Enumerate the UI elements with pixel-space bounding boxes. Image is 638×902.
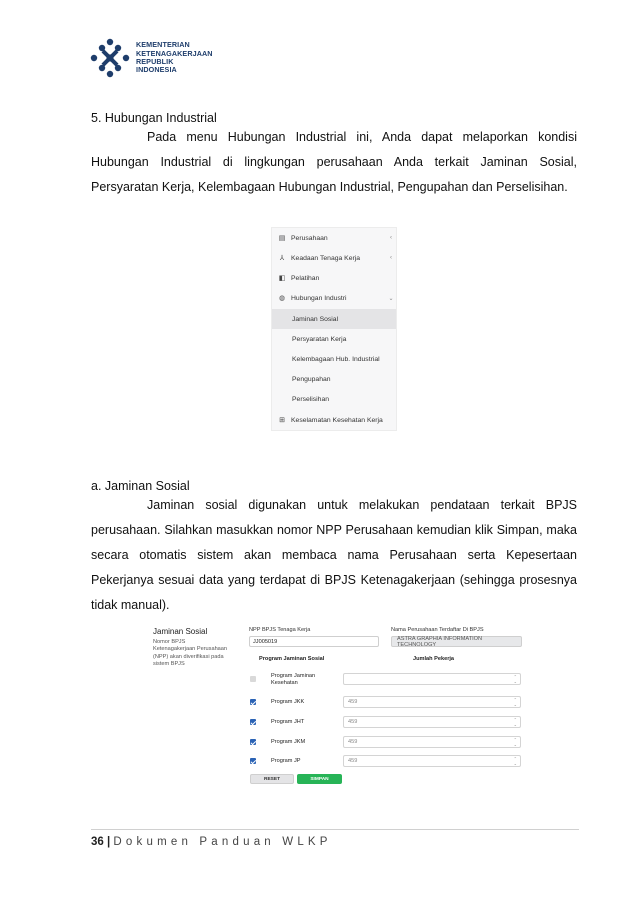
chevron-left-icon: ‹ [390,255,392,261]
menu-item-keadaan-tenaga-kerja[interactable]: ⅄ Keadaan Tenaga Kerja ‹ [272,248,396,268]
ministry-logo [90,36,214,80]
save-button[interactable]: SIMPAN [297,774,342,784]
ministry-logo-text: KEMENTERIAN KETENAGAKERJAAN REPUBLIK INDONESIA [136,40,213,75]
person-walking-icon: ⅄ [279,255,285,262]
footer-divider [91,829,579,830]
npp-label: NPP BPJS Tenaga Kerja [249,627,311,633]
jumlah-input[interactable]: 459 ⌃ ⌄ [343,755,521,767]
checkbox-jht[interactable] [250,719,256,725]
section-a-paragraph: Jaminan sosial digunakan untuk melakukan pendataan terkait BPJS perusahaan. Silahkan masukkan nomor NPP Perusahaan kemudian klik Simpan, maka secara otomatis sistem akan membaca nama Perusahaan serta Kepesertaan Pekerjanya sesuai data yang terdapat di BPJS Ketenagakerjaan (sehingga prosesnya tidak manual). [91,498,577,612]
jumlah-input[interactable]: 459 ⌃ ⌄ [343,696,521,708]
chevron-left-icon: ‹ [390,235,392,241]
submenu-kelembagaan[interactable]: Kelembagaan Hub. Industrial [292,355,380,363]
program-label: Program JHT [271,719,305,725]
checkbox-jp[interactable] [250,758,256,764]
menu-item-perusahaan[interactable]: ▤ Perusahaan ‹ [272,228,396,248]
menu-item-hubungan-industri[interactable]: ◍ Hubungan Industri ⌄ [272,288,396,308]
section-5-heading: 5. Hubungan Industrial [91,111,217,125]
program-label: Program JP [271,758,301,764]
book-icon: ◧ [278,275,286,282]
jumlah-input[interactable]: 459 ⌃ ⌄ [343,716,521,728]
section-a-heading: a. Jaminan Sosial [91,479,190,493]
form-title: Jaminan Sosial [153,627,208,636]
document-title: Dokumen Panduan WLKP [113,836,332,848]
form-description: Nomor BPJS Ketenagakerjaan Perusahaan (NPP) akan diverifikasi pada sistem BPJS [153,639,228,668]
building-icon: ▤ [278,235,286,242]
menu-item-k3[interactable]: ⊞ Keselamatan Kesehatan Kerja [272,410,396,430]
stepper-icon[interactable]: ⌃ ⌄ [513,674,517,684]
program-label: Program JKM [271,739,306,745]
sidebar-menu-screenshot [271,227,397,431]
npp-input[interactable]: JJ005019 [249,636,379,647]
jumlah-input[interactable]: 459 ⌃ ⌄ [343,736,521,748]
checkbox-jaminan-kesehatan[interactable] [250,676,256,682]
column-jumlah-pekerja: Jumlah Pekerja [413,656,455,662]
footer-separator: | [107,836,111,848]
company-name-field: ASTRA GRAPHIA INFORMATION TECHNOLOGY [391,636,522,647]
submenu-pengupahan[interactable]: Pengupahan [292,375,331,383]
jaminan-sosial-form-screenshot [150,624,530,790]
stepper-icon[interactable]: ⌃ ⌄ [513,756,517,766]
section-5-paragraph: Pada menu Hubungan Industrial ini, Anda dapat melaporkan kondisi Hubungan Industrial di lingkungan perusahaan Anda terkait Jaminan Sosial, Persyaratan Kerja, Kelembagaan Hubungan Industrial, Pengupahan dan Perselisihan. [91,130,577,194]
program-label: Program JKK [271,699,305,705]
menu-item-pelatihan[interactable]: ◧ Pelatihan [278,274,320,282]
jumlah-input[interactable] [343,673,521,685]
program-label: Program Jaminan Kesehatan [271,673,316,686]
ministry-logo-icon [90,38,130,78]
stepper-icon[interactable]: ⌃ ⌄ [513,697,517,707]
company-label: Nama Perusahaan Terdaftar Di BPJS [391,627,484,633]
page-number: 36 [91,836,104,848]
submenu-persyaratan-kerja[interactable]: Persyaratan Kerja [292,335,347,343]
checkbox-jkk[interactable] [250,699,256,705]
column-program: Program Jaminan Sosial [259,656,325,662]
chevron-down-icon: ⌄ [388,295,394,302]
stepper-icon[interactable]: ⌃ ⌄ [513,737,517,747]
stepper-icon[interactable]: ⌃ ⌄ [513,717,517,727]
plus-square-icon: ⊞ [279,417,285,424]
submenu-jaminan-sosial[interactable]: Jaminan Sosial [272,309,396,329]
page-footer [91,836,332,848]
submenu-perselisihan[interactable]: Perselisihan [292,395,330,403]
globe-icon: ◍ [278,295,286,302]
checkbox-jkm[interactable] [250,739,256,745]
reset-button[interactable]: RESET [250,774,294,784]
